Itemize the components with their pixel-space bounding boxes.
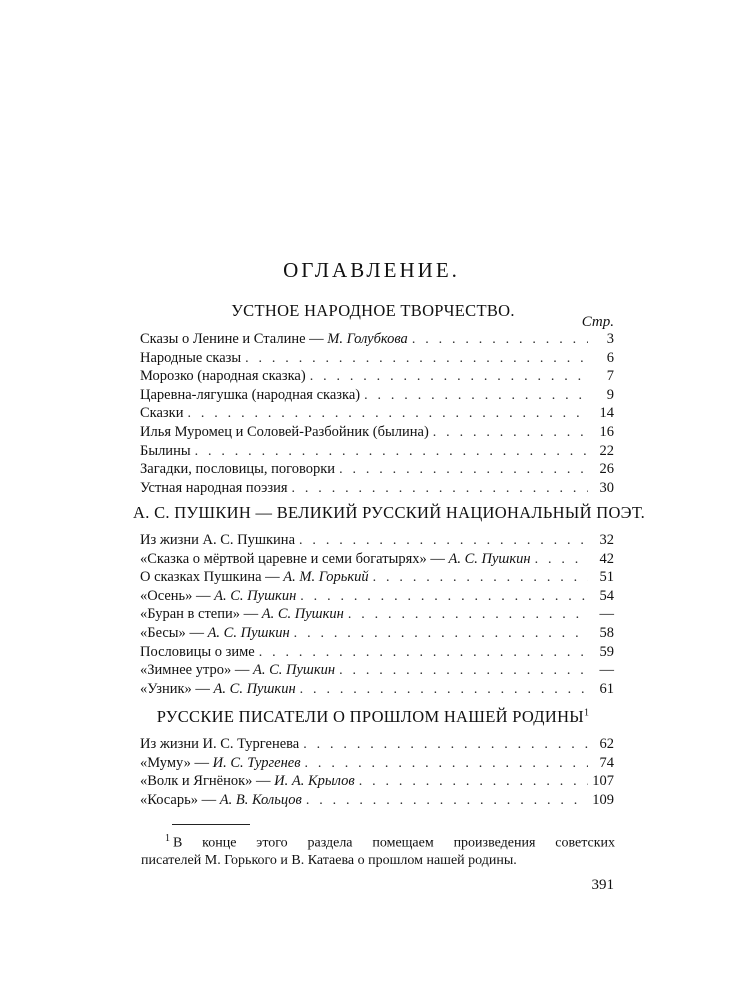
- dot-leader: [364, 387, 588, 406]
- toc-entry: [140, 587, 614, 606]
- toc-entry-title: Из жизни А. С. Пушкина: [140, 532, 296, 548]
- toc-entry-page: 58: [599, 624, 614, 641]
- toc-entry-page: 74: [599, 754, 614, 771]
- toc-entry: [140, 442, 614, 461]
- toc-entry-page: 30: [599, 479, 614, 496]
- toc-entry: [140, 754, 614, 773]
- toc-entry-author: И. А. Крылов: [274, 773, 355, 790]
- toc-entry-label: [140, 754, 305, 773]
- toc-entry-label: [140, 330, 412, 349]
- dot-leader: [339, 461, 588, 480]
- toc-section-writers: [140, 735, 614, 809]
- toc-entry-page: 109: [592, 791, 614, 808]
- toc-entry-label: [140, 624, 294, 643]
- toc-entry-page: 26: [599, 461, 614, 478]
- toc-entry: [140, 330, 614, 349]
- dot-leader: [373, 569, 588, 588]
- dot-leader: [412, 331, 588, 350]
- toc-entry-label: [140, 349, 245, 368]
- toc-entry-author: А. С. Пушкин: [214, 587, 297, 604]
- toc-entry-title: Илья Муромец и Соловей-Разбойник (былина): [140, 423, 429, 440]
- toc-entry: [140, 479, 614, 498]
- dot-leader: [310, 368, 588, 387]
- toc-entry: [140, 772, 614, 791]
- toc-entry-page: 7: [606, 368, 614, 385]
- toc-entry-page: 107: [592, 773, 614, 790]
- toc-entry-title: «Осень»: [140, 587, 193, 604]
- toc-entry-label: [140, 404, 187, 423]
- toc-entry-label: [140, 550, 535, 569]
- toc-entry-author: А. М. Горький: [283, 569, 369, 586]
- toc-entry-label: [140, 605, 348, 624]
- toc-entry-label: [140, 643, 259, 662]
- toc-entry-title: «Узник»: [140, 680, 192, 697]
- dot-leader: [305, 755, 588, 774]
- toc-entry: [140, 568, 614, 587]
- section-title-writers: [133, 707, 613, 727]
- toc-entry-separator: —: [305, 331, 328, 347]
- toc-entry-label: [140, 531, 299, 550]
- toc-entry-separator: —: [240, 606, 262, 623]
- footnote-line-1: [141, 830, 615, 852]
- dot-leader: [433, 424, 588, 443]
- toc-entry: [140, 791, 614, 810]
- toc-entry-separator: —: [192, 587, 215, 604]
- footnote-line-2: писателей М. Горького и В. Катаева о прошлом нашей родины.: [141, 853, 517, 869]
- toc-entry-label: [140, 460, 339, 479]
- toc-entry-author: И. С. Тургенев: [212, 754, 301, 771]
- toc-entry: [140, 550, 614, 569]
- dot-leader: [300, 681, 588, 700]
- footnote-text-1: В конце этого раздела помещаем произведения советских: [173, 835, 615, 851]
- toc-entry-separator: —: [261, 569, 284, 586]
- toc-entry-page: 51: [599, 569, 614, 586]
- dot-leader: [303, 736, 588, 755]
- footnote-rule: [172, 824, 250, 825]
- dot-leader: [300, 588, 588, 607]
- toc-entry-title: «Зимнее утро»: [140, 662, 232, 679]
- toc-entry-title: «Муму»: [140, 754, 191, 771]
- toc-entry-author: М. Голубкова: [327, 331, 408, 347]
- toc-entry-title: «Косарь»: [140, 791, 198, 808]
- toc-entry-label: [140, 568, 373, 587]
- toc-entry-separator: —: [190, 754, 213, 771]
- toc-entry: [140, 624, 614, 643]
- page-column-label: Стр.: [581, 314, 614, 330]
- toc-entry-separator: —: [426, 550, 449, 567]
- dot-leader: [187, 405, 588, 424]
- toc-entry-separator: —: [191, 680, 214, 697]
- toc-entry-label: [140, 661, 339, 680]
- toc-section-pushkin: [140, 531, 614, 698]
- toc-entry: [140, 531, 614, 550]
- toc-entry-title: Устная народная поэзия: [140, 479, 288, 496]
- dot-leader: [359, 773, 588, 792]
- toc-entry: [140, 460, 614, 479]
- footnote-reference: 1: [583, 707, 590, 719]
- toc-entry-label: [140, 587, 300, 606]
- toc-entry-label: [140, 423, 433, 442]
- toc-entry-page: 9: [606, 386, 614, 403]
- toc-entry-author: А. С. Пушкин: [261, 606, 344, 623]
- dot-leader: [195, 443, 588, 462]
- toc-entry-author: А. С. Пушкин: [252, 662, 336, 679]
- toc-entry-page: 62: [599, 736, 614, 752]
- toc-entry-separator: —: [197, 791, 220, 808]
- toc-entry-title: «Буран в степи»: [140, 606, 240, 623]
- toc-entry-page: 32: [599, 532, 614, 548]
- toc-entry-page: 3: [606, 331, 614, 347]
- toc-entry-page: 6: [606, 349, 614, 366]
- toc-entry-author: А. С. Пушкин: [448, 550, 531, 567]
- toc-entry-author: А. В. Кольцов: [219, 791, 302, 808]
- toc-entry-label: [140, 367, 310, 386]
- section-title-pushkin: [133, 503, 646, 523]
- toc-entry-title: Былины: [140, 442, 191, 459]
- page-title: ОГЛАВЛЕНИЕ.: [283, 258, 460, 282]
- toc-entry-page: —: [599, 606, 614, 623]
- toc-entry-separator: —: [252, 773, 275, 790]
- toc-entry: [140, 680, 614, 699]
- toc-entry: [140, 349, 614, 368]
- dot-leader: [259, 644, 588, 663]
- toc-entry-label: [140, 772, 359, 791]
- toc-entry: [140, 661, 614, 680]
- toc-entry-title: О сказках Пушкина: [140, 569, 262, 586]
- toc-entry: [140, 367, 614, 386]
- toc-entry-title: Сказки: [140, 405, 184, 422]
- toc-entry-title: «Волк и Ягнёнок»: [140, 773, 253, 790]
- toc-entry-separator: —: [231, 662, 253, 679]
- toc-entry-label: [140, 735, 303, 754]
- toc-entry-title: Народные сказы: [140, 349, 242, 366]
- toc-entry-label: [140, 479, 292, 498]
- toc-entry-page: 16: [599, 423, 614, 440]
- toc-entry-title: Царевна-лягушка (народная сказка): [140, 386, 361, 403]
- toc-entry-title: «Бесы»: [140, 624, 186, 641]
- section-title-folk: [133, 301, 613, 321]
- dot-leader: [348, 606, 588, 625]
- toc-entry-label: [140, 680, 300, 699]
- toc-entry-title: Из жизни И. С. Тургенева: [140, 736, 300, 752]
- toc-entry-label: [140, 442, 195, 461]
- toc-entry-title: «Сказка о мёртвой царевне и семи богатырях»: [140, 550, 427, 567]
- toc-entry-page: 22: [599, 442, 614, 459]
- toc-entry-author: А. С. Пушкин: [207, 624, 290, 641]
- toc-entry: [140, 386, 614, 405]
- dot-leader: [339, 662, 588, 681]
- toc-entry-title: Пословицы о зиме: [140, 643, 255, 660]
- dot-leader: [299, 532, 588, 551]
- toc-entry-author: А. С. Пушкин: [213, 680, 296, 697]
- toc-entry-label: [140, 386, 364, 405]
- toc-entry: [140, 423, 614, 442]
- toc-entry-page: 59: [599, 643, 614, 660]
- toc-entry-page: 42: [599, 550, 614, 567]
- toc-entry-title: Сказы о Ленине и Сталине: [140, 331, 306, 347]
- toc-entry: [140, 643, 614, 662]
- dot-leader: [294, 625, 588, 644]
- toc-entry-page: 14: [599, 405, 614, 422]
- toc-entry-label: [140, 791, 306, 810]
- page-number: 391: [591, 877, 614, 893]
- dot-leader: [306, 792, 588, 811]
- dot-leader: [245, 350, 588, 369]
- dot-leader: [292, 480, 589, 499]
- section-title-text: УСТНОЕ НАРОДНОЕ ТВОРЧЕСТВО.: [231, 301, 515, 320]
- section-title-text: А. С. ПУШКИН — ВЕЛИКИЙ РУССКИЙ НАЦИОНАЛЬНЫЙ ПОЭТ.: [133, 503, 646, 522]
- toc-entry-page: 54: [599, 587, 614, 604]
- toc-entry: [140, 404, 614, 423]
- toc-entry: [140, 735, 614, 754]
- footnote: [141, 830, 615, 870]
- toc-entry: [140, 605, 614, 624]
- toc-entry-page: 61: [599, 680, 614, 697]
- toc-section-folk: [140, 330, 614, 497]
- toc-entry-separator: —: [185, 624, 208, 641]
- toc-entry-title: Морозко (народная сказка): [140, 368, 306, 385]
- footnote-mark: 1: [165, 833, 170, 844]
- dot-leader: [535, 551, 588, 570]
- section-title-text: РУССКИЕ ПИСАТЕЛИ О ПРОШЛОМ НАШЕЙ РОДИНЫ: [156, 707, 584, 726]
- toc-entry-title: Загадки, пословицы, поговорки: [140, 461, 336, 478]
- toc-entry-page: —: [599, 662, 614, 679]
